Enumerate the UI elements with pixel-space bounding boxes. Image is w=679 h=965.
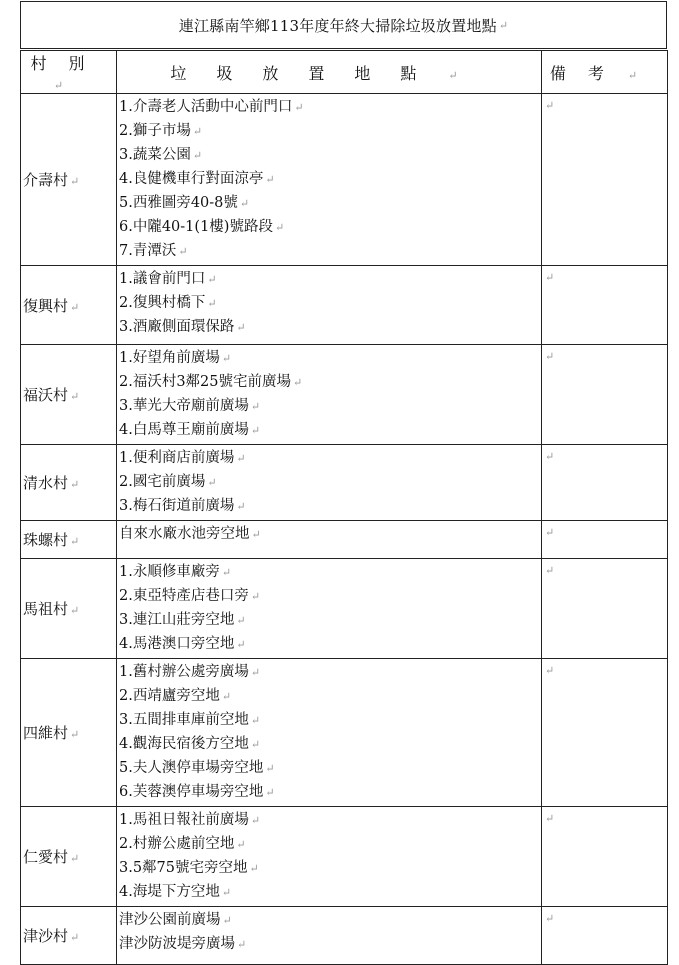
document-title-cell bbox=[20, 1, 667, 49]
paragraph-mark: ↵ bbox=[294, 101, 304, 114]
location-list-cell bbox=[117, 266, 542, 345]
location-item bbox=[119, 856, 541, 880]
header-remarks: 備考 ↵ bbox=[542, 51, 668, 94]
location-text: 3.蔬菜公園 bbox=[119, 147, 191, 163]
remarks-cell bbox=[542, 345, 668, 445]
remarks-cell bbox=[542, 659, 668, 807]
location-text: 2.村辦公處前空地 bbox=[119, 836, 235, 852]
paragraph-mark: ↵ bbox=[545, 450, 555, 463]
paragraph-mark: ↵ bbox=[70, 390, 80, 403]
paragraph-mark: ↵ bbox=[70, 728, 80, 741]
location-item bbox=[119, 346, 541, 370]
village-name-cell bbox=[21, 559, 117, 659]
location-item bbox=[119, 584, 541, 608]
paragraph-mark: ↵ bbox=[236, 321, 246, 334]
location-text: 4.海堤下方空地 bbox=[119, 884, 220, 900]
location-item bbox=[119, 470, 541, 494]
location-item bbox=[119, 370, 541, 394]
village-name-cell bbox=[21, 907, 117, 965]
location-text: 5.西雅圖旁40-8號 bbox=[119, 195, 238, 211]
village-name-cell bbox=[21, 345, 117, 445]
location-text: 1.永順修車廠旁 bbox=[119, 564, 220, 580]
paragraph-mark: ↵ bbox=[545, 664, 555, 677]
location-item bbox=[119, 908, 541, 932]
location-text: 自來水廠水池旁空地 bbox=[119, 526, 250, 542]
paragraph-mark: ↵ bbox=[250, 666, 261, 679]
location-text: 7.青潭沃 bbox=[119, 243, 177, 259]
location-text: 3.酒廠側面環保路 bbox=[119, 319, 235, 335]
remarks-cell bbox=[542, 445, 668, 521]
document-page bbox=[20, 1, 667, 965]
paragraph-mark: ↵ bbox=[545, 564, 555, 577]
table-row bbox=[21, 907, 668, 965]
location-item bbox=[119, 560, 541, 584]
location-text: 2.西靖廬旁空地 bbox=[119, 688, 220, 704]
paragraph-mark: ↵ bbox=[265, 173, 275, 186]
paragraph-mark: ↵ bbox=[221, 352, 232, 365]
location-text: 津沙防波堤旁廣場 bbox=[119, 936, 235, 952]
location-item bbox=[119, 119, 541, 143]
remarks-cell bbox=[542, 521, 668, 559]
location-list-cell bbox=[117, 659, 542, 807]
location-text: 4.良健機車行對面涼亭 bbox=[119, 171, 264, 187]
paragraph-mark: ↵ bbox=[236, 838, 246, 851]
village-name: 復興村 bbox=[23, 296, 69, 315]
paragraph-mark: ↵ bbox=[250, 738, 261, 751]
paragraph-mark: ↵ bbox=[236, 638, 246, 651]
location-item bbox=[119, 808, 541, 832]
location-item bbox=[119, 167, 541, 191]
location-item bbox=[119, 418, 541, 442]
location-item bbox=[119, 239, 541, 263]
remarks-cell bbox=[542, 807, 668, 907]
village-name: 馬祖村 bbox=[23, 600, 69, 618]
location-text: 1.舊村辦公處旁廣場 bbox=[119, 664, 249, 680]
location-text: 3.連江山莊旁空地 bbox=[119, 612, 235, 628]
paragraph-mark: ↵ bbox=[545, 912, 555, 925]
paragraph-mark: ↵ bbox=[545, 271, 555, 284]
location-list-cell bbox=[117, 559, 542, 659]
paragraph-mark: ↵ bbox=[251, 528, 261, 541]
paragraph-mark: ↵ bbox=[70, 931, 80, 944]
location-text: 3.5鄰75號宅旁空地 bbox=[119, 860, 248, 876]
location-item bbox=[119, 191, 541, 215]
location-item bbox=[119, 756, 541, 780]
location-text: 1.介壽老人活動中心前門口 bbox=[119, 99, 293, 115]
village-name: 珠螺村 bbox=[23, 531, 69, 549]
table-row bbox=[21, 807, 668, 907]
paragraph-mark: ↵ bbox=[70, 852, 80, 865]
paragraph-mark: ↵ bbox=[70, 300, 80, 314]
location-item bbox=[119, 684, 541, 708]
location-item bbox=[119, 315, 541, 339]
table-header-row bbox=[21, 51, 668, 94]
paragraph-mark: ↵ bbox=[70, 175, 80, 188]
village-name-cell bbox=[21, 445, 117, 521]
location-item bbox=[119, 291, 541, 315]
location-text: 3.五間排車庫前空地 bbox=[119, 712, 249, 728]
location-item bbox=[119, 394, 541, 418]
location-text: 5.夫人澳停車場旁空地 bbox=[119, 760, 264, 776]
paragraph-mark: ↵ bbox=[498, 18, 509, 32]
village-name: 福沃村 bbox=[23, 386, 69, 404]
paragraph-mark: ↵ bbox=[237, 938, 247, 951]
remarks-cell bbox=[542, 559, 668, 659]
document-title: 連江縣南竿鄉113年度年終大掃除垃圾放置地點 bbox=[178, 16, 497, 35]
location-text: 津沙公園前廣場 bbox=[119, 912, 221, 928]
table-row bbox=[21, 445, 668, 521]
location-item bbox=[119, 446, 541, 470]
location-text: 2.復興村橋下 bbox=[119, 295, 206, 311]
paragraph-mark: ↵ bbox=[265, 786, 275, 799]
table-row bbox=[21, 659, 668, 807]
paragraph-mark: ↵ bbox=[265, 762, 275, 775]
village-name: 清水村 bbox=[23, 474, 69, 492]
paragraph-mark: ↵ bbox=[221, 566, 232, 579]
village-name: 介壽村 bbox=[23, 171, 69, 189]
location-item bbox=[119, 215, 541, 239]
remarks-cell bbox=[542, 266, 668, 345]
location-text: 1.便利商店前廣場 bbox=[119, 450, 235, 466]
paragraph-mark: ↵ bbox=[192, 125, 203, 138]
paragraph-mark: ↵ bbox=[222, 914, 232, 927]
paragraph-mark: ↵ bbox=[236, 500, 246, 513]
location-text: 1.議會前門口 bbox=[119, 271, 206, 287]
table-row bbox=[21, 266, 668, 345]
location-item bbox=[119, 522, 541, 546]
header-location: 垃圾放置地點 ↵ bbox=[117, 51, 542, 94]
remarks-cell bbox=[542, 94, 668, 266]
location-item bbox=[119, 832, 541, 856]
location-item bbox=[119, 267, 541, 291]
location-text: 6.芙蓉澳停車場旁空地 bbox=[119, 784, 264, 800]
location-list-cell bbox=[117, 445, 542, 521]
table-row bbox=[21, 94, 668, 266]
paragraph-mark: ↵ bbox=[207, 297, 217, 310]
paragraph-mark: ↵ bbox=[250, 590, 261, 603]
paragraph-mark: ↵ bbox=[70, 604, 80, 617]
table-body bbox=[21, 94, 668, 965]
location-table bbox=[20, 50, 668, 965]
paragraph-mark: ↵ bbox=[207, 476, 217, 489]
village-name: 四維村 bbox=[23, 724, 69, 742]
location-text: 6.中隴40-1(1樓)號路段 bbox=[119, 219, 273, 235]
remarks-cell bbox=[542, 907, 668, 965]
location-text: 4.白馬尊王廟前廣場 bbox=[119, 422, 249, 438]
paragraph-mark: ↵ bbox=[249, 862, 259, 875]
location-item bbox=[119, 708, 541, 732]
village-name-cell bbox=[21, 266, 117, 345]
paragraph-mark: ↵ bbox=[192, 149, 203, 162]
village-name: 仁愛村 bbox=[23, 848, 69, 866]
location-text: 3.華光大帝廟前廣場 bbox=[119, 398, 249, 414]
paragraph-mark: ↵ bbox=[178, 245, 188, 258]
location-text: 4.觀海民宿後方空地 bbox=[119, 736, 249, 752]
paragraph-mark: ↵ bbox=[250, 400, 261, 413]
location-item bbox=[119, 780, 541, 804]
location-text: 1.好望角前廣場 bbox=[119, 350, 220, 366]
village-name-cell bbox=[21, 521, 117, 559]
location-item bbox=[119, 932, 541, 956]
location-text: 4.馬港澳口旁空地 bbox=[119, 636, 235, 652]
village-name: 津沙村 bbox=[23, 927, 69, 945]
location-list-cell bbox=[117, 345, 542, 445]
paragraph-mark: ↵ bbox=[236, 614, 246, 627]
paragraph-mark: ↵ bbox=[250, 714, 261, 727]
paragraph-mark: ↵ bbox=[545, 526, 555, 539]
paragraph-mark: ↵ bbox=[545, 350, 555, 363]
paragraph-mark: ↵ bbox=[250, 814, 261, 827]
location-list-cell bbox=[117, 907, 542, 965]
table-row bbox=[21, 521, 668, 559]
location-list-cell bbox=[117, 807, 542, 907]
village-name-cell bbox=[21, 807, 117, 907]
paragraph-mark: ↵ bbox=[236, 452, 246, 465]
paragraph-mark: ↵ bbox=[239, 197, 250, 210]
paragraph-mark: ↵ bbox=[207, 273, 217, 286]
location-item bbox=[119, 660, 541, 684]
paragraph-mark: ↵ bbox=[250, 424, 261, 437]
paragraph-mark: ↵ bbox=[293, 376, 303, 389]
location-text: 2.國宅前廣場 bbox=[119, 474, 206, 490]
paragraph-mark: ↵ bbox=[274, 221, 285, 234]
paragraph-mark: ↵ bbox=[70, 535, 80, 548]
village-name-cell bbox=[21, 659, 117, 807]
paragraph-mark: ↵ bbox=[70, 478, 80, 491]
location-list-cell bbox=[117, 521, 542, 559]
location-text: 2.東亞特產店巷口旁 bbox=[119, 588, 249, 604]
table-row bbox=[21, 345, 668, 445]
location-item bbox=[119, 143, 541, 167]
location-item bbox=[119, 608, 541, 632]
header-village: 村別↵ bbox=[21, 51, 117, 94]
paragraph-mark: ↵ bbox=[221, 690, 232, 703]
location-list-cell bbox=[117, 94, 542, 266]
village-name-cell bbox=[21, 94, 117, 266]
location-text: 1.馬祖日報社前廣場 bbox=[119, 812, 249, 828]
location-item bbox=[119, 95, 541, 119]
table-row bbox=[21, 559, 668, 659]
location-item bbox=[119, 494, 541, 518]
location-item bbox=[119, 732, 541, 756]
location-text: 2.獅子市場 bbox=[119, 123, 191, 139]
location-text: 2.福沃村3鄰25號宅前廣場 bbox=[119, 374, 292, 390]
paragraph-mark: ↵ bbox=[221, 886, 232, 899]
location-item bbox=[119, 880, 541, 904]
location-item bbox=[119, 632, 541, 656]
location-text: 3.梅石街道前廣場 bbox=[119, 498, 235, 514]
paragraph-mark: ↵ bbox=[545, 99, 555, 112]
paragraph-mark: ↵ bbox=[545, 812, 555, 825]
